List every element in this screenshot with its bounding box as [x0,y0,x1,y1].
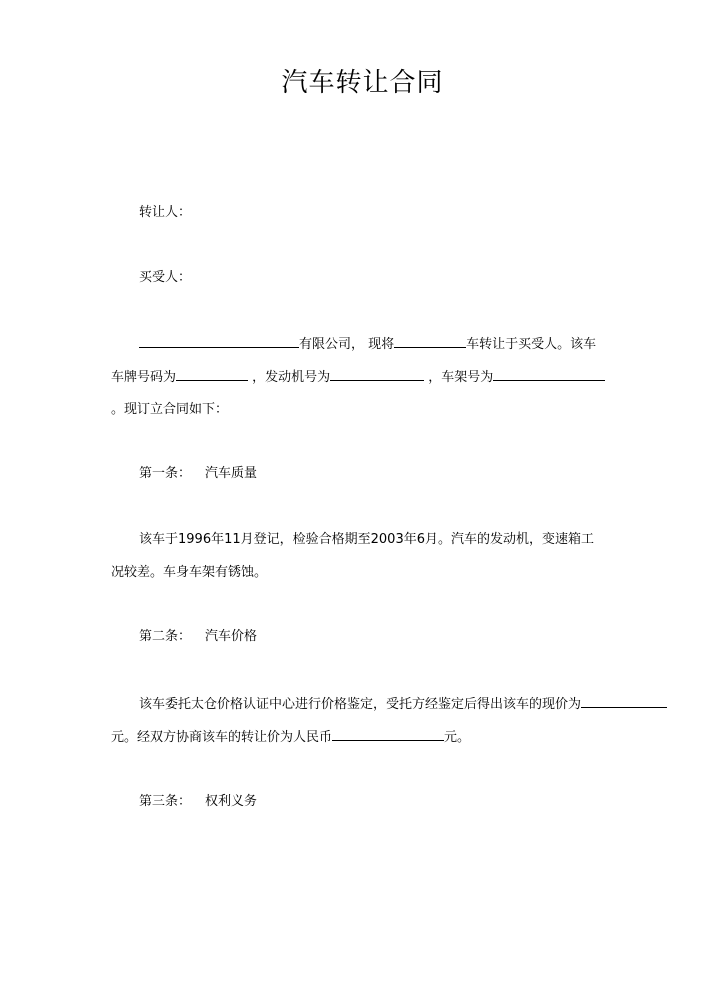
article-2-title: 汽车价格 [205,629,258,644]
article-1-heading [139,465,257,483]
transfer-price-blank[interactable] [332,727,444,741]
p1-text-c: 车牌号码为 [111,370,177,385]
current-price-blank[interactable] [581,694,667,708]
document-title: 汽车转让合同 [281,68,444,98]
paragraph-3-line-1 [139,694,667,714]
article-3-title: 权利义务 [205,794,258,809]
article-3-heading [139,793,257,811]
transferor-label: 转让人： [139,205,192,220]
p1-text-e: ，车架号为 [424,370,494,385]
p3-text-b: 元。经双方协商该车的转让价为人民币 [111,730,333,745]
p3-text-a: 该车委托太仓价格认证中心进行价格鉴定，受托方经鉴定后得出该车的现价为 [139,697,582,712]
article-2-number: 第二条： [139,629,192,644]
paragraph-3-line-2 [111,727,470,747]
engine-number-blank[interactable] [330,367,424,381]
p1-text-d: ，发动机号为 [248,370,331,385]
article-1-number: 第一条： [139,466,192,481]
paragraph-2-line-2: 况较差。车身车架有锈蚀。 [111,565,268,580]
paragraph-1-line-1 [139,334,596,354]
paragraph-1-line-2 [111,367,605,387]
plate-number-blank[interactable] [176,367,248,381]
company-blank[interactable] [139,334,299,348]
p1-text-b: 车转让于买受人。该车 [466,337,597,352]
vehicle-blank[interactable] [394,334,466,348]
p3-text-c: 元。 [444,730,471,745]
paragraph-2-line-1: 该车于1996年11月登记，检验合格期至2003年6月。汽车的发动机，变速箱工 [139,532,594,547]
buyer-label: 买受人： [139,270,192,285]
paragraph-1-line-3: 。现订立合同如下： [111,402,229,417]
frame-number-blank[interactable] [493,367,605,381]
article-1-title: 汽车质量 [205,466,258,481]
article-2-heading [139,628,257,646]
article-3-number: 第三条： [139,794,192,809]
p1-text-a: 有限公司， 现将 [299,337,395,352]
